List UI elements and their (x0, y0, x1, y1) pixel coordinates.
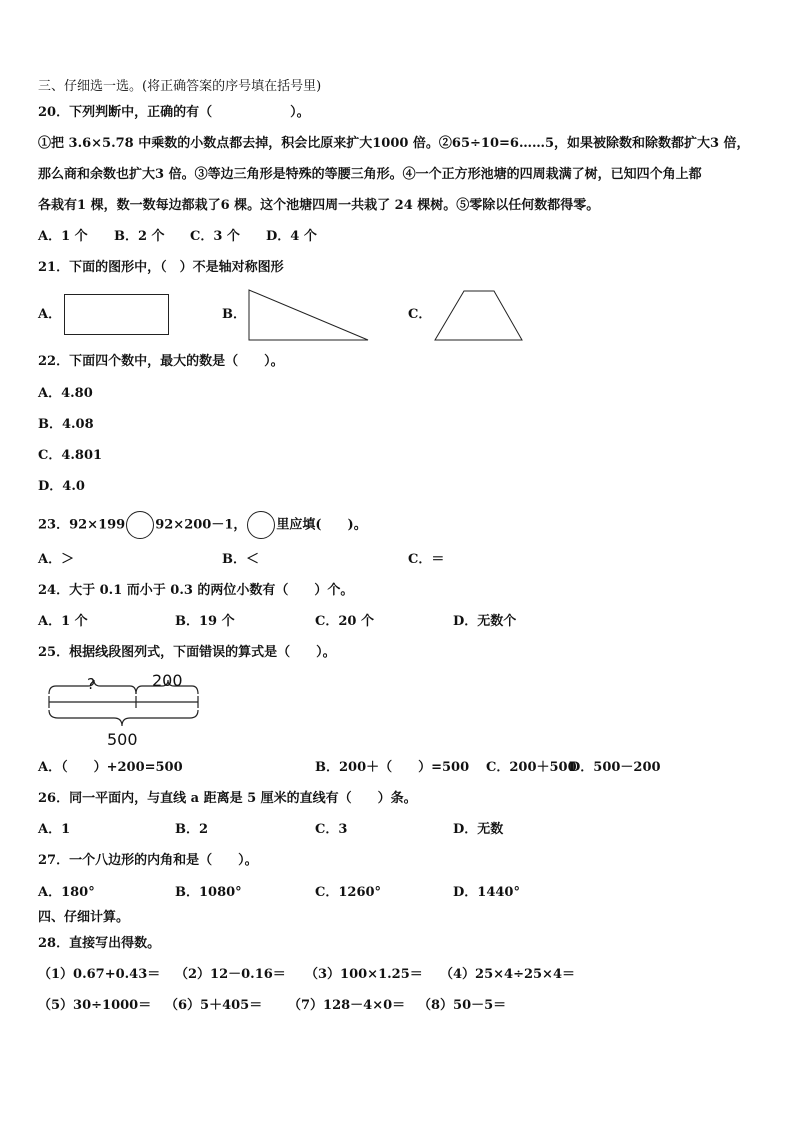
q27-option-a: A．180° (38, 885, 95, 900)
section-3-title: 三、仔细选一选。(将正确答案的序号填在括号里) (38, 79, 322, 94)
q20-line-3: 各栽有1 棵，数一数每边都栽了6 棵。这个池塘四周一共栽了 24 棵树。⑤零除以任何数都得零。 (38, 198, 600, 213)
q23-option-a: A．＞ (38, 552, 75, 567)
q27-option-b: B．1080° (175, 885, 242, 900)
q21-trapezoid-figure (434, 290, 524, 342)
section-4-title: 四、仔细计算。 (38, 910, 130, 925)
q23-option-c: C．＝ (408, 552, 445, 567)
q25-option-d: D．500－200 (569, 760, 661, 775)
q24-option-b: B．19 个 (175, 614, 235, 629)
q28-item-2: （2）12－0.16＝ (175, 967, 286, 982)
q21-stem: 21．下面的图形中，（ ）不是轴对称图形 (38, 260, 284, 275)
q26-option-a: A．1 (38, 822, 71, 837)
q24-option-d: D．无数个 (453, 614, 517, 629)
q25-option-c: C．200＋500 (486, 760, 577, 775)
q20-line-1: ①把 3.6×5.78 中乘数的小数点都去掉，积会比原来扩大1000 倍。②65÷10=6……5，如果被除数和除数都扩大3 倍， (38, 136, 750, 151)
q22-stem: 22．下面四个数中，最大的数是（ ）。 (38, 354, 284, 369)
q22-option-c: C．4.801 (38, 448, 103, 463)
q25-brace-total (49, 710, 198, 726)
q28-item-1: （1）0.67+0.43＝ (38, 967, 161, 982)
q20-stem: 20．下列判断中，正确的有（ ）。 (38, 105, 310, 120)
q21-label-a: A． (38, 307, 62, 322)
q20-line-2: 那么商和余数也扩大3 倍。③等边三角形是特殊的等腰三角形。④一个正方形池塘的四周栽满了树，已知四个角上都 (38, 167, 702, 182)
q26-option-b: B．2 (175, 822, 209, 837)
q21-label-b: B． (222, 307, 246, 322)
q23-blank-circle-ref (247, 511, 275, 539)
q20-option-d: D．4 个 (266, 229, 317, 244)
q20-option-b: B．2 个 (114, 229, 165, 244)
q20-option-c: C．3 个 (190, 229, 240, 244)
q22-option-a: A．4.80 (38, 386, 93, 401)
q20-option-a: A．1 个 (38, 229, 88, 244)
q23-stem (38, 511, 367, 539)
q23-stem-part-1: 23．92×199 (38, 517, 126, 533)
q26-stem: 26．同一平面内，与直线 a 距离是 5 厘米的直线有（ ）条。 (38, 791, 417, 806)
q28-stem: 28．直接写出得数。 (38, 936, 161, 951)
q27-stem: 27．一个八边形的内角和是（ ）。 (38, 853, 258, 868)
q27-option-c: C．1260° (315, 885, 382, 900)
q27-option-d: D．1440° (453, 885, 520, 900)
q24-option-c: C．20 个 (315, 614, 374, 629)
q28-item-3: （3）100×1.25＝ (305, 967, 423, 982)
q28-item-6: （6）5＋405＝ (165, 998, 263, 1013)
q21-right-triangle-figure (248, 289, 370, 341)
q23-stem-part-2: 92×200－1， (155, 517, 247, 533)
q21-label-c: C． (408, 307, 432, 322)
q28-item-7: （7）128－4×0＝ (288, 998, 406, 1013)
q26-option-c: C．3 (315, 822, 348, 837)
q25-option-b: B．200＋（ ）=500 (315, 760, 470, 775)
q25-total-label: 500 (107, 730, 138, 749)
q23-option-b: B．＜ (222, 552, 259, 567)
q21-rectangle-figure (64, 294, 170, 336)
q28-item-4: （4）25×4÷25×4＝ (440, 967, 575, 982)
q28-item-8: （8）50－5＝ (418, 998, 507, 1013)
q25-option-a: A．（ ）+200=500 (38, 760, 183, 775)
q23-stem-part-3: 里应填( )。 (276, 517, 367, 533)
q22-option-d: D．4.0 (38, 479, 85, 494)
q24-option-a: A．1 个 (38, 614, 88, 629)
q25-part-label: 200 (152, 671, 183, 690)
q22-option-b: B．4.08 (38, 417, 94, 432)
q26-option-d: D．无数 (453, 822, 504, 837)
q25-stem: 25．根据线段图列式，下面错误的算式是（ ）。 (38, 645, 336, 660)
q28-item-5: （5）30÷1000＝ (38, 998, 152, 1013)
q25-unknown-label: ? (87, 675, 95, 693)
q23-blank-circle (126, 511, 154, 539)
q24-stem: 24．大于 0.1 而小于 0.3 的两位小数有（ ）个。 (38, 583, 354, 598)
